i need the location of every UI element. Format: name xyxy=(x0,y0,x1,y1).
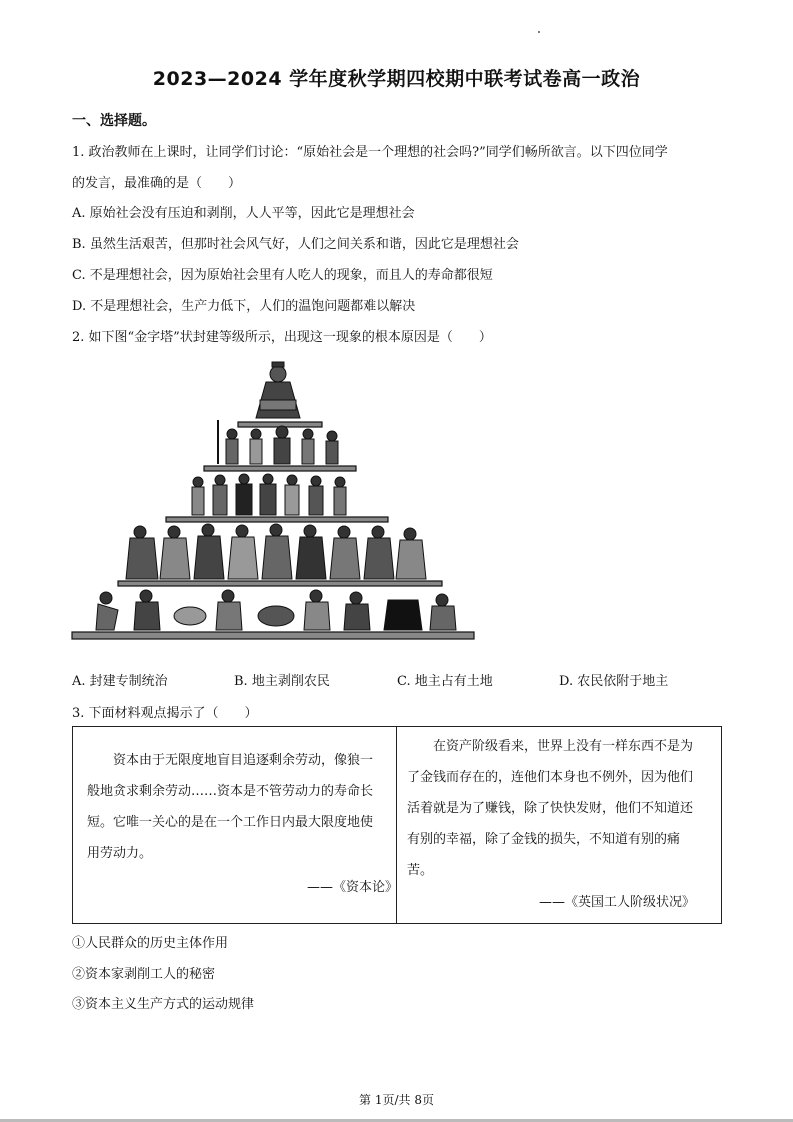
material-left-source: ——《资本论》 xyxy=(307,880,399,895)
platform-tier-2 xyxy=(204,466,356,471)
material-right-cell xyxy=(397,727,721,923)
q2-option-a: A. 封建专制统治 xyxy=(72,674,168,689)
q2-option-b: B. 地主剥削农民 xyxy=(234,674,330,689)
platform-tier-3 xyxy=(166,517,388,522)
feudal-pyramid-figure xyxy=(70,360,476,644)
material-right-source: ——《英国工人阶级状况》 xyxy=(539,895,696,910)
page-title: 2023—2024 学年度秋学期四校期中联考试卷高一政治 xyxy=(152,68,641,90)
q3-statement-3: ③资本主义生产方式的运动规律 xyxy=(72,997,255,1012)
q3-statement-2: ②资本家剥削工人的秘密 xyxy=(72,967,216,982)
q2-stem: 2. 如下图“金字塔”状封建等级所示，出现这一现象的根本原因是（ ） xyxy=(72,330,492,345)
platform-tier-4 xyxy=(118,581,442,586)
material-left-text: 资本由于无限度地盲目追逐剩余劳动，像狼一般地贪求剩余劳动……资本是不管劳动力的寿命长短。它唯一关心的是在一个工作日内最大限度地使用劳动力。 xyxy=(87,753,374,861)
q1-option-c: C. 不是理想社会，因为原始社会里有人吃人的现象，而且人的寿命都很短 xyxy=(72,268,493,283)
q1-stem-line2: 的发言，最准确的是（ ） xyxy=(72,176,242,191)
q1-option-a: A. 原始社会没有压迫和剥削，人人平等，因此它是理想社会 xyxy=(72,206,415,221)
q1-option-d: D. 不是理想社会，生产力低下，人们的温饱问题都难以解决 xyxy=(72,299,416,314)
q1-stem-line1: 1. 政治教师在上课时，让同学们讨论：“原始社会是一个理想的社会吗?”同学们畅所欲言。以下四位同学 xyxy=(72,145,668,160)
king-figure xyxy=(256,362,300,418)
platform-base xyxy=(72,632,474,639)
material-left-cell xyxy=(73,727,397,923)
section-heading: 一、选择题。 xyxy=(72,113,156,129)
material-right-text: 在资产阶级看来，世界上没有一样东西不是为了金钱而存在的，连他们本身也不例外，因为他们活着就是为了赚钱，除了快快发财，他们不知道还有别的幸福，除了金钱的损失，不知道有别的痛苦。 xyxy=(407,739,694,878)
merchants-figures xyxy=(126,524,426,579)
material-table xyxy=(72,726,722,924)
q1-option-b: B. 虽然生活艰苦，但那时社会风气好，人们之间关系和谐，因此它是理想社会 xyxy=(72,237,519,252)
page-footer: 第 1页/共 8页 xyxy=(359,1093,434,1107)
q2-option-c: C. 地主占有土地 xyxy=(397,674,493,689)
clergy-figures xyxy=(192,474,346,515)
q3-stem: 3. 下面材料观点揭示了（ ） xyxy=(72,706,258,721)
q3-statement-1: ①人民群众的历史主体作用 xyxy=(72,936,229,951)
peasants-figures xyxy=(96,590,456,630)
q2-option-d: D. 农民依附于地主 xyxy=(559,674,669,689)
scan-dot xyxy=(538,31,540,33)
